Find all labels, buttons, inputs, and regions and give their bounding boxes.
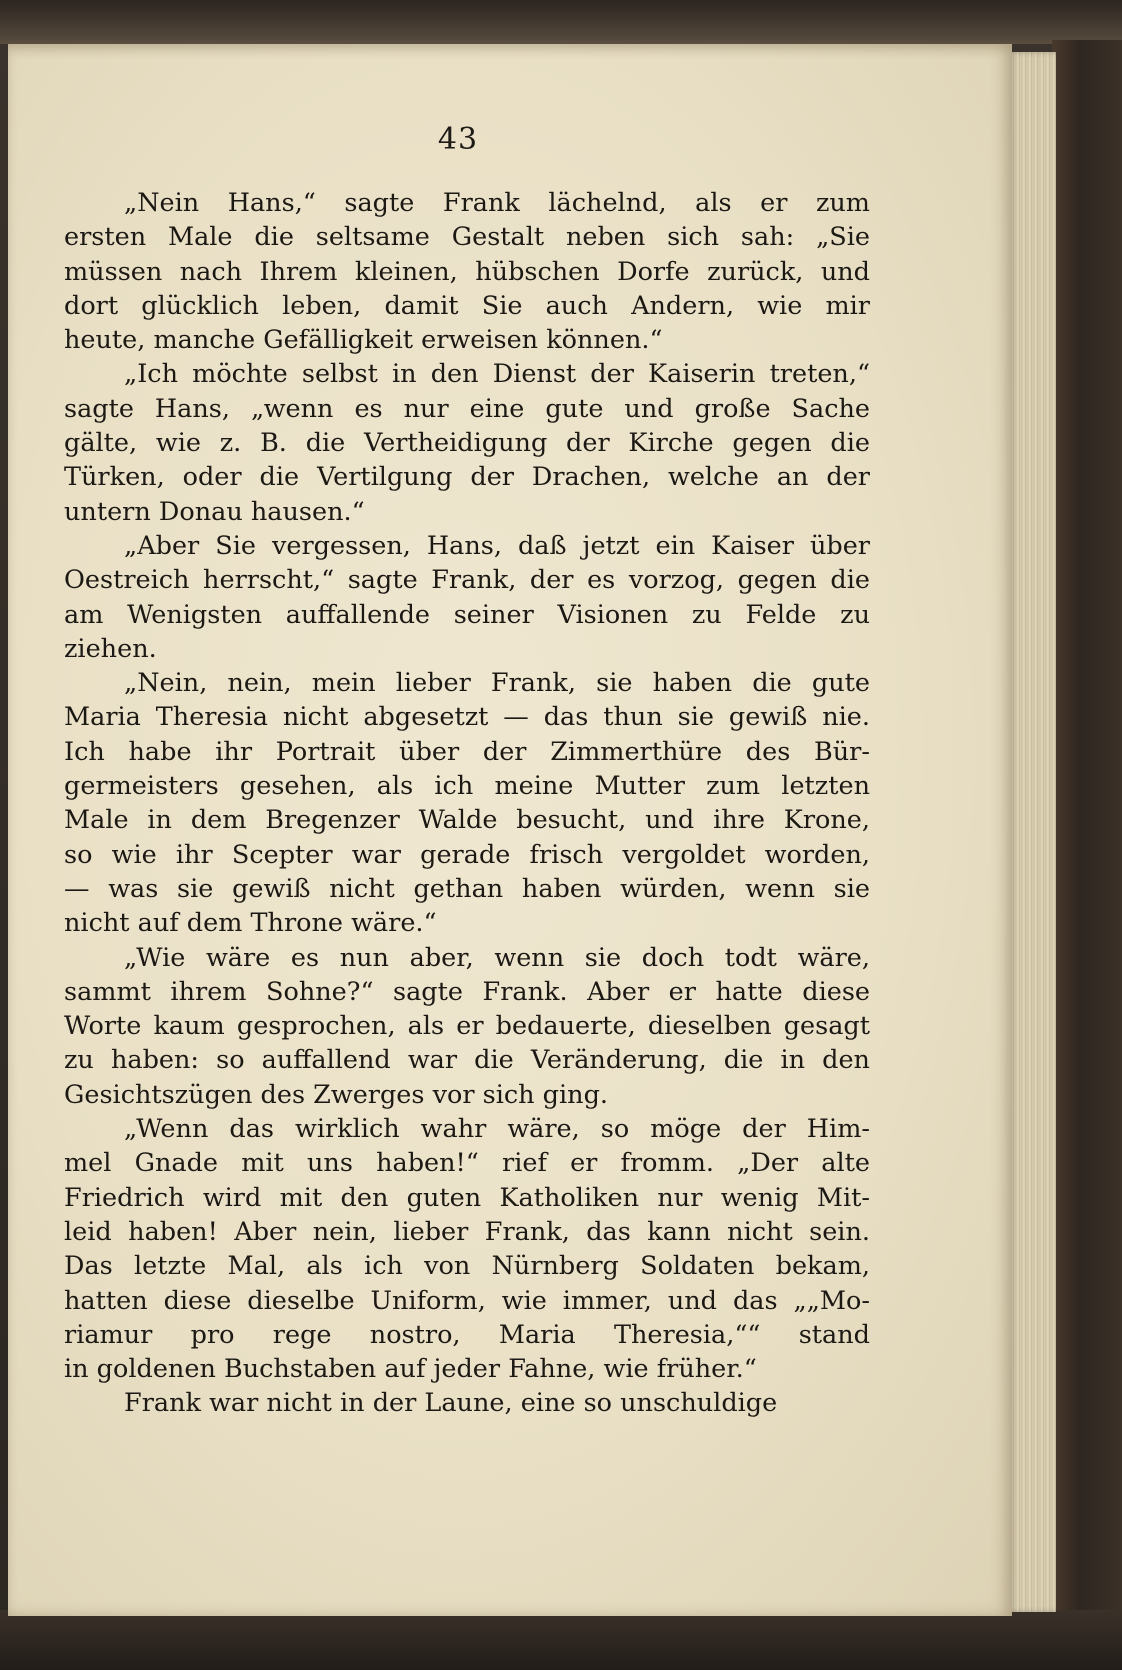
- text-line: „Nein Hans,“ sagte Frank lächelnd, als er zum: [124, 188, 870, 218]
- text-line: Ich habe ihr Portrait über der Zimmerthüre des Bür-: [64, 736, 870, 767]
- text-line: sagte Hans, „wenn es nur eine gute und große Sache: [64, 393, 870, 424]
- text-line: ersten Male die seltsame Gestalt neben sich sah: „Sie: [64, 222, 870, 253]
- text-line: in goldenen Buchstaben auf jeder Fahne, wie früher.“: [64, 1354, 757, 1385]
- text-line: „Wenn das wirklich wahr wäre, so möge der Him-: [124, 1114, 870, 1145]
- text-line: germeisters gesehen, als ich meine Mutter zum letzten: [64, 771, 870, 802]
- book-cover-spine-edge: [1052, 40, 1122, 1640]
- text-line: Maria Theresia nicht abgesetzt — das thun sie gewiß nie.: [64, 702, 870, 733]
- text-line: zu haben: so auffallend war die Veränderung, die in den: [64, 1045, 870, 1076]
- book-cover-top: [0, 0, 1122, 44]
- text-line: mel Gnade mit uns haben!“ rief er fromm. „Der alte: [64, 1148, 870, 1179]
- text-line: dort glücklich leben, damit Sie auch Andern, wie mir: [64, 290, 870, 321]
- text-line: Frank war nicht in der Laune, eine so unschuldige: [124, 1388, 778, 1419]
- book-page: [8, 44, 1012, 1616]
- text-line: Oestreich herrscht,“ sagte Frank, der es vorzog, gegen die: [64, 565, 870, 596]
- page-body-text: [64, 186, 870, 1421]
- text-line: untern Donau hausen.“: [64, 496, 365, 527]
- text-line: riamur pro rege nostro, Maria Theresia,““ stand: [64, 1319, 870, 1350]
- text-line: am Wenigsten auffallende seiner Visionen zu Felde zu: [64, 599, 870, 630]
- text-line: „Nein, nein, mein lieber Frank, sie haben die gute: [124, 668, 870, 699]
- text-line: Worte kaum gesprochen, als er bedauerte, dieselben gesagt: [64, 1011, 870, 1042]
- text-line: sammt ihrem Sohne?“ sagte Frank. Aber er hatte diese: [64, 976, 870, 1007]
- text-line: ziehen.: [64, 633, 157, 664]
- text-line: gälte, wie z. B. die Vertheidigung der Kirche gegen die: [64, 428, 870, 459]
- text-line: „Wie wäre es nun aber, wenn sie doch todt wäre,: [124, 942, 870, 973]
- text-line: „Ich möchte selbst in den Dienst der Kaiserin treten,“: [124, 359, 870, 390]
- page-number: 43: [437, 122, 479, 157]
- book-cover-bottom: [0, 1610, 1122, 1670]
- text-line: Gesichtszügen des Zwerges vor sich ging.: [64, 1079, 609, 1110]
- page-stack-edge: [1008, 52, 1056, 1612]
- text-line: nicht auf dem Throne wäre.“: [64, 908, 437, 939]
- text-line: „Aber Sie vergessen, Hans, daß jetzt ein Kaiser über: [124, 530, 870, 561]
- text-line: Friedrich wird mit den guten Katholiken nur wenig Mit-: [64, 1182, 870, 1213]
- text-line: hatten diese dieselbe Uniform, wie immer, und das „„Mo-: [64, 1285, 870, 1316]
- text-line: heute, manche Gefälligkeit erweisen können.“: [64, 325, 663, 356]
- text-line: so wie ihr Scepter war gerade frisch vergoldet worden,: [64, 839, 870, 870]
- text-line: — was sie gewiß nicht gethan haben würden, wenn sie: [64, 873, 870, 904]
- text-line: müssen nach Ihrem kleinen, hübschen Dorfe zurück, und: [64, 256, 870, 287]
- text-line: Türken, oder die Vertilgung der Drachen, welche an der: [64, 462, 870, 493]
- text-line: Male in dem Bregenzer Walde besucht, und ihre Krone,: [64, 805, 870, 836]
- text-line: Das letzte Mal, als ich von Nürnberg Soldaten bekam,: [64, 1251, 870, 1282]
- text-line: leid haben! Aber nein, lieber Frank, das kann nicht sein.: [64, 1216, 870, 1247]
